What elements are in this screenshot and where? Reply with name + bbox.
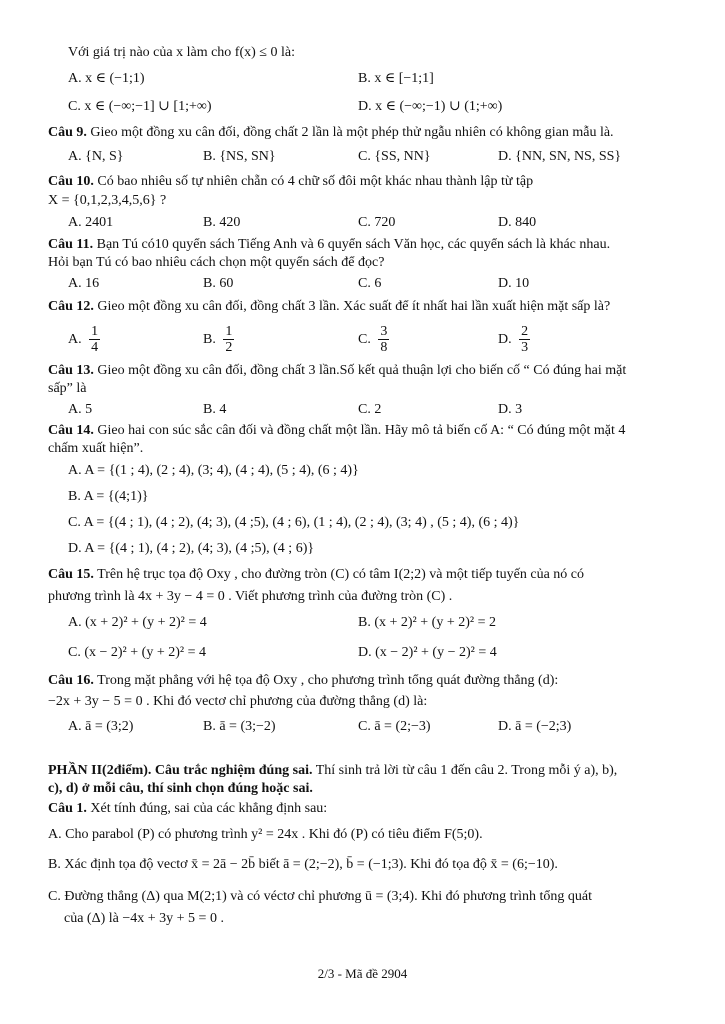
q9-label: Câu 9.	[48, 125, 87, 140]
p2q1-statement-c: C. Đường thẳng (Δ) qua M(2;1) và có véctơ chỉ phương ū = (3;4). Khi đó phương trình tổng quát	[48, 889, 593, 904]
q12-option-b-fraction	[223, 324, 234, 355]
q15-label: Câu 15.	[48, 567, 94, 582]
q13-label: Câu 13.	[48, 363, 94, 378]
q9-option-d: D. {NN, SN, NS, SS}	[498, 149, 622, 164]
q11-text-line2: Hỏi bạn Tú có bao nhiêu cách chọn một quyển sách để đọc?	[48, 255, 385, 270]
q10-question	[48, 173, 533, 191]
q14-text: Gieo hai con súc sắc cân đối và đồng chất một lần. Hãy mô tả biến cố A: “ Có đúng một mặt 4	[97, 423, 626, 438]
q13-text-line2: sấp” là	[48, 381, 87, 396]
q14-question	[48, 422, 625, 440]
q16-option-a: A. ā = (3;2)	[68, 719, 134, 734]
q8-option-d: D. x ∈ (−∞;−1) ∪ (1;+∞)	[358, 99, 503, 114]
q13-question	[48, 362, 626, 380]
q16-option-d: D. ā = (−2;3)	[498, 719, 572, 734]
q10-text: Có bao nhiêu số tự nhiên chẵn có 4 chữ số đôi một khác nhau thành lập từ tập	[97, 174, 534, 189]
q12-question	[48, 298, 610, 316]
q16-option-c: C. ā = (2;−3)	[358, 719, 431, 734]
q13-option-c: C. 2	[358, 402, 382, 417]
q9-question	[48, 124, 614, 142]
q15-text: Trên hệ trục tọa độ Oxy , cho đường tròn (C) có tâm I(2;2) và một tiếp tuyến của nó có	[97, 567, 585, 582]
q9-option-c: C. {SS, NN}	[358, 149, 431, 164]
q10-text-line2: X = {0,1,2,3,4,5,6} ?	[48, 193, 167, 208]
fraction-denominator: 2	[225, 340, 233, 356]
p2q1-statement-c-line2: của (Δ) là −4x + 3y + 5 = 0 .	[64, 911, 224, 926]
q10-option-c: C. 720	[358, 215, 396, 230]
q9-option-a: A. {N, S}	[68, 149, 124, 164]
q16-label: Câu 16.	[48, 673, 94, 688]
q9-option-b: B. {NS, SN}	[203, 149, 276, 164]
q12-option-c	[358, 322, 389, 358]
fraction-denominator: 4	[91, 340, 99, 356]
q11-text: Bạn Tú có10 quyển sách Tiếng Anh và 6 quyển sách Văn học, các quyển sách là khác nhau.	[96, 237, 611, 252]
q11-label: Câu 11.	[48, 237, 94, 252]
fraction-denominator: 8	[380, 340, 388, 356]
part2-heading: PHẦN II(2điểm). Câu trắc nghiệm đúng sai.	[48, 763, 313, 778]
q14-option-b: B. A = {(4;1)}	[68, 489, 149, 504]
q12-option-b	[203, 322, 234, 358]
q16-option-b: B. ā = (3;−2)	[203, 719, 276, 734]
q13-option-d: D. 3	[498, 402, 523, 417]
q16-text-line2: −2x + 3y − 5 = 0 . Khi đó vectơ chỉ phương của đường thẳng (d) là:	[48, 694, 428, 709]
q12-text: Gieo một đồng xu cân đối, đồng chất 3 lần. Xác suất để ít nhất hai lần xuất hiện mặt sấp là?	[97, 299, 611, 314]
q10-option-d: D. 840	[498, 215, 537, 230]
q14-option-c: C. A = {(4 ; 1), (4 ; 2), (4; 3), (4 ;5), (4 ; 6), (1 ; 4), (2 ; 4), (3; 4) , (5 ; 4), (6 ; 4)}	[68, 515, 520, 530]
q15-option-c: C. (x − 2)² + (y + 2)² = 4	[68, 645, 206, 660]
q10-option-b: B. 420	[203, 215, 241, 230]
q13-option-b: B. 4	[203, 402, 227, 417]
q14-option-d: D. A = {(4 ; 1), (4 ; 2), (4; 3), (4 ;5), (4 ; 6)}	[68, 541, 315, 556]
q12-label: Câu 12.	[48, 299, 94, 314]
page-footer: 2/3 - Mã đề 2904	[317, 966, 408, 981]
q8-option-b: B. x ∈ [−1;1]	[358, 71, 434, 86]
q15-option-d: D. (x − 2)² + (y − 2)² = 4	[358, 645, 497, 660]
q16-text: Trong mặt phẳng với hệ tọa độ Oxy , cho phương trình tổng quát đường thẳng (d):	[97, 673, 559, 688]
q14-label: Câu 14.	[48, 423, 94, 438]
q12-option-a-fraction	[89, 324, 100, 355]
p2q1-question	[48, 800, 327, 818]
q8-stem: Với giá trị nào của x làm cho f(x) ≤ 0 là:	[68, 45, 295, 60]
q11-option-a: A. 16	[68, 276, 100, 291]
q9-text: Gieo một đồng xu cân đối, đồng chất 2 lần là một phép thử ngẫu nhiên có không gian mẫu là.	[90, 125, 614, 140]
p2q1-statement-b: B. Xác định tọa độ vectơ x̄ = 2ā − 2b̄ biết ā = (2;−2), b̄ = (−1;3). Khi đó tọa độ x̄ = (6;−10).	[48, 857, 558, 872]
q14-text-line2: chấm xuất hiện”.	[48, 441, 144, 456]
q8-option-a: A. x ∈ (−1;1)	[68, 71, 145, 86]
p2q1-text: Xét tính đúng, sai của các khẳng định sau:	[90, 801, 328, 816]
part2-intro	[48, 762, 617, 780]
q11-option-b: B. 60	[203, 276, 234, 291]
q12-option-b-letter: B.	[203, 332, 216, 347]
q12-option-c-fraction	[378, 324, 389, 355]
part2-text: Thí sinh trả lời từ câu 1 đến câu 2. Trong mỗi ý a), b),	[315, 763, 618, 778]
q14-option-a: A. A = {(1 ; 4), (2 ; 4), (3; 4), (4 ; 4), (5 ; 4), (6 ; 4)}	[68, 463, 359, 478]
q12-option-a-letter: A.	[68, 332, 82, 347]
fraction-numerator: 3	[380, 324, 388, 340]
q12-option-d	[498, 322, 530, 358]
q15-question	[48, 566, 584, 584]
q12-option-a	[68, 322, 100, 358]
fraction-numerator: 1	[225, 324, 233, 340]
q13-text: Gieo một đồng xu cân đối, đồng chất 3 lần.Số kết quả thuận lợi cho biến cố “ Có đúng hai mặt	[97, 363, 627, 378]
q10-label: Câu 10.	[48, 174, 94, 189]
q8-option-c: C. x ∈ (−∞;−1] ∪ [1;+∞)	[68, 99, 212, 114]
q10-option-a: A. 2401	[68, 215, 114, 230]
fraction-numerator: 1	[91, 324, 99, 340]
q15-option-b: B. (x + 2)² + (y + 2)² = 2	[358, 615, 496, 630]
part2-text-line2: c), d) ở mỗi câu, thí sinh chọn đúng hoặc sai.	[48, 781, 313, 796]
fraction-denominator: 3	[521, 340, 529, 356]
q12-option-d-letter: D.	[498, 332, 512, 347]
q11-option-d: D. 10	[498, 276, 530, 291]
q15-option-a: A. (x + 2)² + (y + 2)² = 4	[68, 615, 207, 630]
p2q1-label: Câu 1.	[48, 801, 87, 816]
q13-option-a: A. 5	[68, 402, 93, 417]
q12-option-c-letter: C.	[358, 332, 371, 347]
q12-option-d-fraction	[519, 324, 530, 355]
q15-text-line2: phương trình là 4x + 3y − 4 = 0 . Viết phương trình của đường tròn (C) .	[48, 589, 453, 604]
q11-question	[48, 236, 610, 254]
q11-option-c: C. 6	[358, 276, 382, 291]
fraction-numerator: 2	[521, 324, 529, 340]
q16-question	[48, 672, 558, 690]
p2q1-statement-a: A. Cho parabol (P) có phương trình y² = 24x . Khi đó (P) có tiêu điểm F(5;0).	[48, 827, 483, 842]
